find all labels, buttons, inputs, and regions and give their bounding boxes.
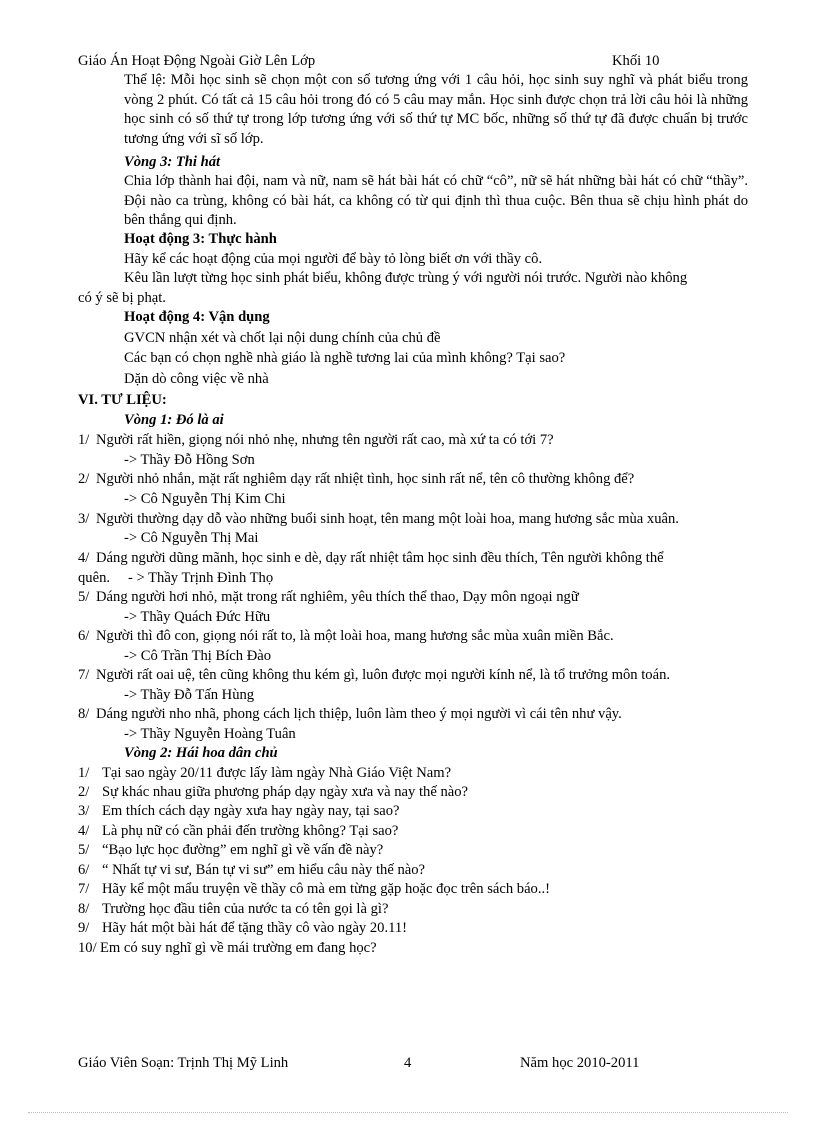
- item-question: Người thì đô con, giọng nói rất to, là một loài hoa, mang hương sắc mùa xuân miền Bắc.: [96, 628, 614, 644]
- footer-author: Giáo Viên Soạn: Trịnh Thị Mỹ Linh: [78, 1055, 289, 1071]
- item-number: 6/: [78, 862, 90, 878]
- item-question: Trường học đầu tiên của nước ta có tên gọi là gì?: [102, 901, 389, 917]
- page-bottom-divider: [28, 1112, 788, 1113]
- item-question: Em thích cách dạy ngày xưa hay ngày nay, tại sao?: [102, 803, 400, 819]
- item-answer: - > Thầy Trịnh Đình Thọ: [128, 570, 274, 586]
- activity4-line1: GVCN nhận xét và chốt lại nội dung chính của chủ đề: [124, 330, 441, 346]
- item-number: 8/: [78, 901, 90, 917]
- item-answer: -> Cô Nguyễn Thị Kim Chi: [124, 491, 286, 507]
- item-question: Người thường dạy dỗ vào những buổi sinh hoạt, tên mang một loài hoa, mang hương sắc mùa xuân.: [96, 511, 679, 527]
- footer-school-year: Năm học 2010-2011: [520, 1055, 640, 1071]
- item-question: Hãy kể một mẩu truyện về thầy cô mà em từng gặp hoặc đọc trên sách báo..!: [102, 881, 551, 897]
- item-answer: -> Thầy Nguyễn Hoàng Tuân: [124, 726, 296, 742]
- item-question: Người nhỏ nhắn, mặt rất nghiêm dạy rất nhiệt tình, học sinh rất nể, tên cô thường không để?: [96, 471, 635, 487]
- item-number: 10/: [78, 940, 97, 956]
- activity4-line3: Dặn dò công việc về nhà: [124, 371, 269, 387]
- item-answer: -> Cô Trần Thị Bích Đào: [124, 648, 272, 664]
- item-answer: -> Thầy Đỗ Tấn Hùng: [124, 687, 255, 703]
- item-number: 3/: [78, 803, 90, 819]
- activity3-line2: Kêu lần lượt từng học sinh phát biểu, không được trùng ý với người nói trước. Người nào không: [124, 270, 688, 286]
- item-question: Là phụ nữ có cần phải đến trường không? Tại sao?: [102, 823, 399, 839]
- section6-heading: VI. TƯ LIỆU:: [78, 392, 167, 408]
- activity4-line2: Các bạn có chọn nghề nhà giáo là nghề tương lai của mình không? Tại sao?: [124, 350, 566, 366]
- header-grade: Khối 10: [612, 53, 660, 69]
- item-number: 8/: [78, 706, 90, 722]
- item-number: 5/: [78, 589, 90, 605]
- item-question-continued: quên.: [78, 570, 111, 586]
- item-number: 2/: [78, 471, 90, 487]
- item-question: Dáng người nho nhã, phong cách lịch thiệp, luôn làm theo ý mọi người vì cái tên như vậy.: [96, 706, 622, 722]
- item-question: Sự khác nhau giữa phương pháp dạy ngày xưa và nay thế nào?: [102, 784, 468, 800]
- item-number: 4/: [78, 550, 90, 566]
- item-number: 5/: [78, 842, 90, 858]
- rules-paragraph: Thể lệ: Mỗi học sinh sẽ chọn một con số tương ứng với 1 câu hỏi, học sinh suy nghĩ và phát biểu trong vòng 2 phút. Có tất cả 15 câu hỏi trong đó có 5 câu may mắn. Học sinh được chọn trả lời câu hỏi là những học sinh có số thứ tự trong lớp tương ứng với số thứ tự MC bốc, những số thứ tự đã được chuẩn bị trước tương ứng với sĩ số lớp.: [124, 72, 748, 147]
- item-answer: -> Thầy Quách Đức Hữu: [124, 609, 271, 625]
- round3-heading: Vòng 3: Thi hát: [124, 154, 221, 170]
- item-question: Em có suy nghĩ gì về mái trường em đang học?: [100, 940, 377, 956]
- round2-heading: Vòng 2: Hái hoa dân chủ: [124, 745, 278, 761]
- item-question: Người rất oai uệ, tên cũng không thu kém gì, luôn được mọi người kính nể, là tổ trưởng môn toán.: [96, 667, 671, 683]
- item-number: 7/: [78, 667, 90, 683]
- activity3-heading: Hoạt động 3: Thực hành: [124, 231, 277, 247]
- activity3-line3: có ý sẽ bị phạt.: [78, 290, 166, 306]
- item-number: 6/: [78, 628, 90, 644]
- item-question: Tại sao ngày 20/11 được lấy làm ngày Nhà Giáo Việt Nam?: [102, 765, 452, 781]
- item-number: 4/: [78, 823, 90, 839]
- item-question: Dáng người dũng mãnh, học sinh e dè, dạy rất nhiệt tâm học sinh đều thích, Tên người không thể: [96, 550, 664, 566]
- header-title: Giáo Án Hoạt Động Ngoài Giờ Lên Lớp: [78, 53, 316, 69]
- item-number: 2/: [78, 784, 90, 800]
- item-question: Người rất hiền, giọng nói nhỏ nhẹ, nhưng tên người rất cao, mà xứ ta có tới 7?: [96, 432, 554, 448]
- item-number: 1/: [78, 432, 90, 448]
- item-number: 3/: [78, 511, 90, 527]
- activity4-heading: Hoạt động 4: Vận dụng: [124, 309, 270, 325]
- item-answer: -> Thầy Đỗ Hồng Sơn: [124, 452, 255, 468]
- item-number: 7/: [78, 881, 90, 897]
- item-number: 1/: [78, 765, 90, 781]
- round3-paragraph: Chia lớp thành hai đội, nam và nữ, nam sẽ hát bài hát có chữ “cô”, nữ sẽ hát những bài hát có chữ “thầy”. Đội nào ca trùng, không có bài hát, ca không có từ qui định thì thua cuộc. Bên thua sẽ chịu hình phát do bên thắng qui định.: [124, 173, 748, 228]
- item-question: “ Nhất tự vi sư, Bán tự vi sư” em hiểu câu này thế nào?: [102, 862, 426, 878]
- item-answer: -> Cô Nguyễn Thị Mai: [124, 530, 259, 546]
- footer-page-number: 4: [404, 1055, 412, 1071]
- round1-heading: Vòng 1: Đó là ai: [124, 412, 224, 428]
- item-question: “Bạo lực học đường” em nghĩ gì về vấn đề này?: [102, 842, 384, 858]
- item-question: Dáng người hơi nhỏ, mặt trong rất nghiêm, yêu thích thể thao, Dạy môn ngoại ngữ: [96, 589, 579, 605]
- activity3-line1: Hãy kể các hoạt động của mọi người để bày tỏ lòng biết ơn với thầy cô.: [124, 251, 543, 267]
- item-question: Hãy hát một bài hát để tặng thầy cô vào ngày 20.11!: [102, 920, 408, 936]
- item-number: 9/: [78, 920, 90, 936]
